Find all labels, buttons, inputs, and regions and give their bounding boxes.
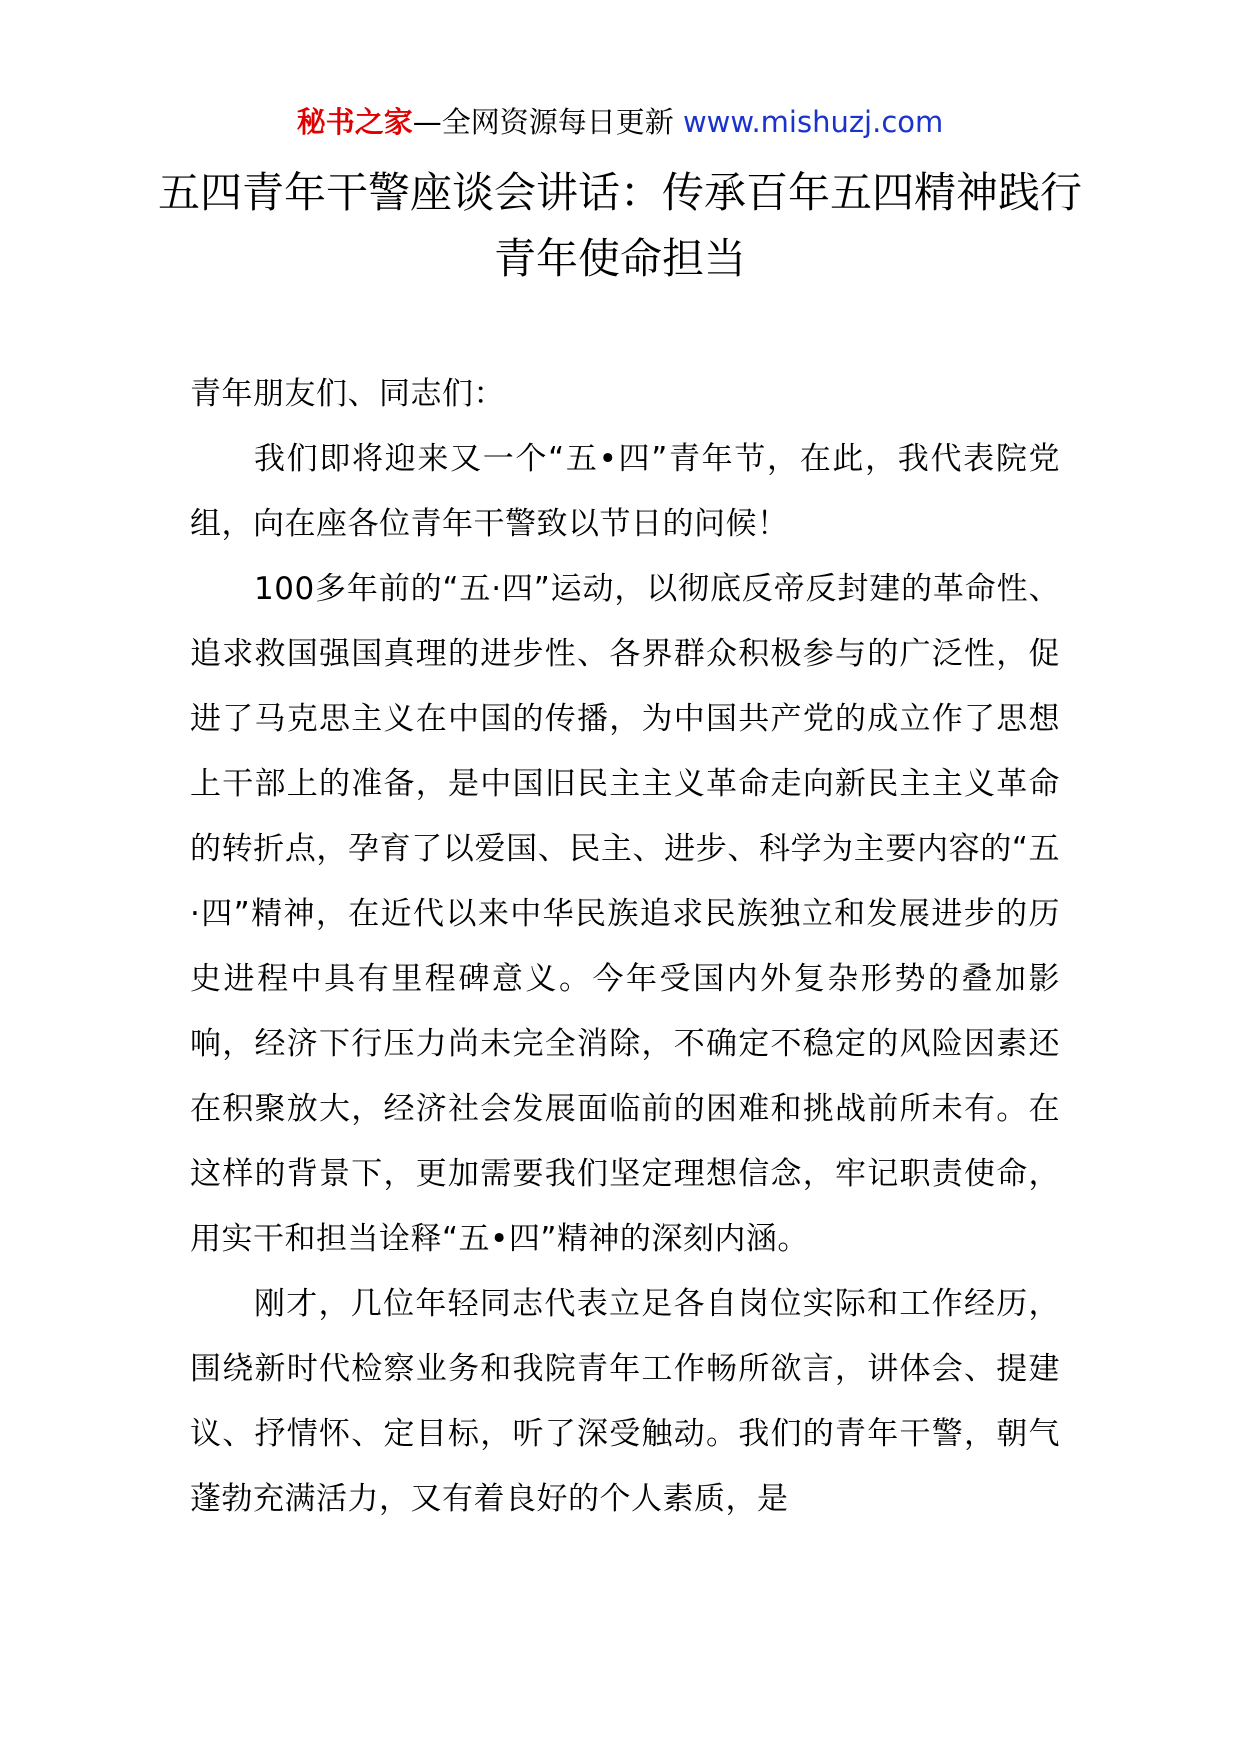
brand-name: 秘书之家 [296, 105, 413, 139]
site-header [0, 100, 1240, 144]
salutation: 青年朋友们、同志们： [190, 376, 505, 412]
header-tagline: —全网资源每日更新 [412, 105, 674, 139]
site-url-link[interactable]: www.mishuzj.com [682, 105, 944, 139]
document-title: 五四青年干警座谈会讲话：传承百年五四精神践行青年使命担当 [157, 168, 1082, 283]
document-body [190, 362, 1060, 1532]
paragraph-2: 100多年前的“五·四”运动，以彻底反帝反封建的革命性、追求救国强国真理的进步性、各界群众积极参与的广泛性，促进了马克思主义在中国的传播，为中国共产党的成立作了思想上干部上的准备，是中国旧民主主义革命走向新民主主义革命的转折点，孕育了以爱国、民主、进步、科学为主要内容的“五·四”精神，在近代以来中华民族追求民族独立和发展进步的历史进程中具有里程碑意义。今年受国内外复杂形势的叠加影响，经济下行压力尚未完全消除，不确定不稳定的风险因素还在积聚放大，经济社会发展面临前的困难和挑战前所未有。在这样的背景下，更加需要我们坚定理想信念，牢记职责使命，用实干和担当诠释“五•四”精神的深刻内涵。 [190, 571, 1060, 1257]
paragraph-1: 我们即将迎来又一个“五•四”青年节，在此，我代表院党组，向在座各位青年干警致以节日的问候！ [190, 441, 1060, 542]
paragraph-3: 刚才，几位年轻同志代表立足各自岗位实际和工作经历，围绕新时代检察业务和我院青年工作畅所欲言，讲体会、提建议、抒情怀、定目标，听了深受触动。我们的青年干警，朝气蓬勃充满活力，又有着良好的个人素质，是 [190, 1286, 1060, 1517]
